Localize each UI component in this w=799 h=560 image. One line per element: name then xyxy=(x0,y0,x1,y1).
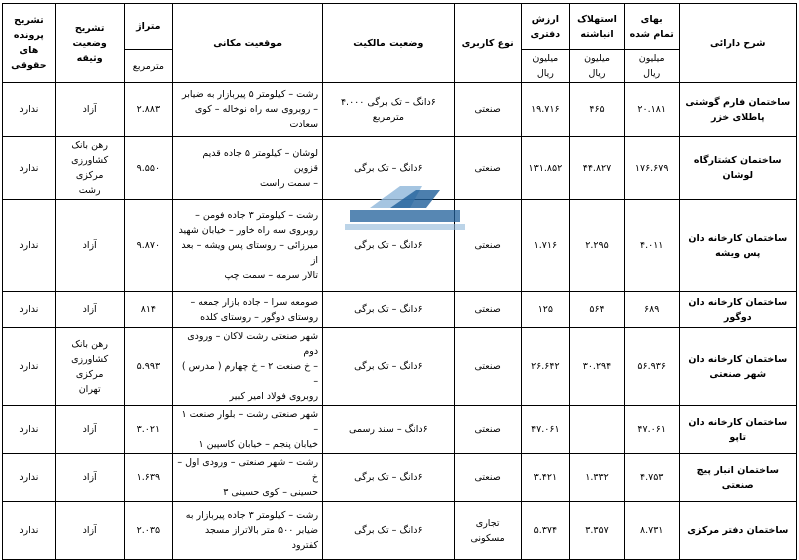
cell-depreciation xyxy=(570,406,625,454)
cell-usage: صنعتی xyxy=(454,83,521,137)
cell-document xyxy=(55,137,124,200)
cell-area: ۹.۸۷۰ xyxy=(124,200,173,292)
cell-document-line: آزاد xyxy=(82,240,97,251)
table-row xyxy=(3,502,797,560)
cell-ownership: ۶دانگ – تک برگی xyxy=(323,292,455,328)
header-asset: شرح دارائی xyxy=(679,4,796,83)
cell-usage: صنعتی xyxy=(454,328,521,406)
cell-document-line: کشاورزی مرکزی xyxy=(71,155,109,181)
cell-location-line: روبروی سه راه خاور – خیابان شهید xyxy=(178,225,319,236)
cell-area: ۸۱۴ xyxy=(124,292,173,328)
cell-cost: ۴.۰۱۱ xyxy=(624,200,679,292)
cell-book-value: ۱۲۵ xyxy=(521,292,570,328)
cell-depreciation: ۴۶۵ xyxy=(570,83,625,137)
cell-legal: ندارد xyxy=(3,200,56,292)
cell-area: ۵.۹۹۳ xyxy=(124,328,173,406)
cell-book-value: ۴۷.۰۶۱ xyxy=(521,406,570,454)
cell-document-line: آزاد xyxy=(82,525,97,536)
cell-location xyxy=(173,292,323,328)
header-area: متراژ xyxy=(124,4,173,50)
cell-book-value: ۱۳۱.۸۵۲ xyxy=(521,137,570,200)
cell-location-line: رشت – کیلومتر ۳ جاده فومن – xyxy=(195,210,319,221)
cell-usage: صنعتی xyxy=(454,406,521,454)
cell-ownership: ۶دانگ – تک برگی ۴.۰۰۰ مترمربع xyxy=(323,83,455,137)
cell-cost: ۵۶.۹۳۶ xyxy=(624,328,679,406)
cell-ownership: ۶دانگ – تک برگی xyxy=(323,200,455,292)
header-book-value: ارزش دفتری xyxy=(521,4,570,50)
cell-location-line: خیابان پنجم – خیابان کاسپین ۱ xyxy=(198,439,319,450)
cell-depreciation: ۱.۳۳۲ xyxy=(570,454,625,502)
cell-document xyxy=(55,83,124,137)
cell-location xyxy=(173,83,323,137)
cell-document-line: رشت xyxy=(78,185,101,196)
cell-legal: ندارد xyxy=(3,454,56,502)
cell-document xyxy=(55,200,124,292)
cell-location-line: میرزائی – روستای پس ویشه – بعد از xyxy=(181,240,319,266)
cell-location-line: تالار سرمه – سمت چپ xyxy=(224,270,319,281)
cell-document-line: کشاورزی مرکزی xyxy=(71,353,109,380)
cell-cost: ۴۷.۰۶۱ xyxy=(624,406,679,454)
cell-ownership: ۶دانگ – سند رسمی xyxy=(323,406,455,454)
unit-book-value: میلیون ریال xyxy=(521,50,570,83)
cell-usage: صنعتی xyxy=(454,292,521,328)
header-depreciation: استهلاک انباشته xyxy=(570,4,625,50)
header-cost: بهای تمام شده xyxy=(624,4,679,50)
cell-usage: تجاری مسکونی xyxy=(454,502,521,560)
cell-book-value: ۲۶.۶۴۲ xyxy=(521,328,570,406)
cell-legal: ندارد xyxy=(3,328,56,406)
cell-asset: ساختمان کشتارگاه لوشان xyxy=(679,137,796,200)
table-row xyxy=(3,292,797,328)
cell-cost: ۶۸۹ xyxy=(624,292,679,328)
cell-area: ۲.۸۸۳ xyxy=(124,83,173,137)
cell-legal: ندارد xyxy=(3,83,56,137)
cell-location-line: – روبروی سه راه نوخاله – کوی سعادت xyxy=(194,104,319,130)
cell-document-line: آزاد xyxy=(82,304,97,315)
unit-area: مترمربع xyxy=(124,50,173,83)
cell-location xyxy=(173,502,323,560)
cell-book-value: ۳.۴۲۱ xyxy=(521,454,570,502)
cell-asset: ساختمان دفتر مرکزی xyxy=(679,502,796,560)
cell-area: ۲.۰۳۵ xyxy=(124,502,173,560)
cell-location-line: صومعه سرا – جاده بازار جمعه – xyxy=(190,296,319,308)
cell-usage: صنعتی xyxy=(454,200,521,292)
cell-legal: ندارد xyxy=(3,502,56,560)
cell-legal: ندارد xyxy=(3,292,56,328)
cell-location xyxy=(173,328,323,406)
cell-cost: ۸.۷۳۱ xyxy=(624,502,679,560)
cell-document xyxy=(55,292,124,328)
cell-location-line: لوشان – کیلومتر ۵ جاده قدیم قزوین xyxy=(202,147,319,174)
cell-area: ۱.۶۳۹ xyxy=(124,454,173,502)
cell-legal: ندارد xyxy=(3,406,56,454)
table-row xyxy=(3,454,797,502)
header-usage: نوع کاربری xyxy=(454,4,521,83)
cell-cost: ۲۰.۱۸۱ xyxy=(624,83,679,137)
cell-location-line: شهر صنعتی رشت – بلوار صنعت ۱ – xyxy=(181,409,319,435)
cell-document xyxy=(55,406,124,454)
cell-ownership: ۶دانگ – تک برگی xyxy=(323,137,455,200)
unit-depreciation: میلیون ریال xyxy=(570,50,625,83)
cell-legal: ندارد xyxy=(3,137,56,200)
cell-asset: ساختمان کارخانه دان دوگور xyxy=(679,292,796,328)
cell-cost: ۱۷۶.۶۷۹ xyxy=(624,137,679,200)
cell-document-line: رهن بانک xyxy=(71,140,108,151)
cell-depreciation: ۲.۲۹۵ xyxy=(570,200,625,292)
cell-ownership: ۶دانگ – تک برگی xyxy=(323,328,455,406)
cell-location-line: شهر صنعتی رشت لاکان – ورودی دوم xyxy=(187,331,319,357)
header-legal: تشریح پرونده های حقوقی xyxy=(3,4,56,83)
cell-asset: ساختمان کارخانه دان شهر صنعتی xyxy=(679,328,796,406)
cell-book-value: ۵.۳۷۴ xyxy=(521,502,570,560)
cell-asset: ساختمان کارخانه دان پس ویشه xyxy=(679,200,796,292)
table-row xyxy=(3,406,797,454)
table-body xyxy=(3,83,797,560)
cell-document-line: آزاد xyxy=(82,424,97,435)
header-location: موقعیت مکانی xyxy=(173,4,323,83)
assets-table xyxy=(2,3,797,560)
cell-ownership: ۶دانگ – تک برگی xyxy=(323,502,455,560)
table-row xyxy=(3,328,797,406)
cell-location xyxy=(173,200,323,292)
cell-depreciation: ۳۰.۲۹۴ xyxy=(570,328,625,406)
cell-location-line: رشت – شهر صنعتی – ورودی اول – خ xyxy=(177,457,319,483)
cell-ownership: ۶دانگ – تک برگی xyxy=(323,454,455,502)
cell-depreciation: ۳.۳۵۷ xyxy=(570,502,625,560)
cell-book-value: ۱.۷۱۶ xyxy=(521,200,570,292)
cell-location xyxy=(173,454,323,502)
cell-document xyxy=(55,502,124,560)
cell-location-line: روبروی فولاد امیر کبیر xyxy=(229,391,319,402)
cell-document xyxy=(55,454,124,502)
cell-depreciation: ۴۴.۸۲۷ xyxy=(570,137,625,200)
cell-location xyxy=(173,406,323,454)
cell-location-line: رشت – کیلومتر ۳ جاده پیربازار به xyxy=(185,510,319,521)
table-header xyxy=(3,4,797,83)
cell-location-line: ضیابر ۵۰۰ متر بالاتراز مسجد کفترود xyxy=(205,525,319,551)
cell-area: ۳.۰۲۱ xyxy=(124,406,173,454)
bourse-logo-watermark xyxy=(330,178,480,238)
header-ownership: وضعیت مالکیت xyxy=(323,4,455,83)
cell-location-line: حسینی – کوی حسینی ۳ xyxy=(223,487,319,498)
cell-asset: ساختمان فارم گوشتی پاطلای خزر xyxy=(679,83,796,137)
cell-document-line: رهن بانک xyxy=(71,338,108,350)
cell-location-line: رشت – کیلومتر ۵ پیربازار به ضیابر xyxy=(182,89,319,100)
cell-location-line: – خ صنعت ۲ – خ چهارم ( مدرس ) – xyxy=(181,361,319,387)
cell-usage: صنعتی xyxy=(454,454,521,502)
cell-cost: ۴.۷۵۳ xyxy=(624,454,679,502)
cell-document xyxy=(55,328,124,406)
cell-depreciation: ۵۶۴ xyxy=(570,292,625,328)
table-row xyxy=(3,83,797,137)
header-document: تشریح وضعیت وثیقه xyxy=(55,4,124,83)
cell-document-line: آزاد xyxy=(82,472,97,483)
cell-area: ۹.۵۵۰ xyxy=(124,137,173,200)
cell-document-line: آزاد xyxy=(82,104,97,115)
cell-location xyxy=(173,137,323,200)
cell-document-line: تهران xyxy=(78,383,101,395)
unit-cost: میلیون ریال xyxy=(624,50,679,83)
cell-asset: ساختمان کارخانه دان تاپو xyxy=(679,406,796,454)
cell-usage: صنعتی xyxy=(454,137,521,200)
cell-location-line: روستای دوگور – روستای کلده xyxy=(200,311,319,323)
cell-location-line: – سمت راست xyxy=(259,177,319,189)
cell-asset: ساختمان انبار پیچ صنعتی xyxy=(679,454,796,502)
cell-book-value: ۱۹.۷۱۶ xyxy=(521,83,570,137)
